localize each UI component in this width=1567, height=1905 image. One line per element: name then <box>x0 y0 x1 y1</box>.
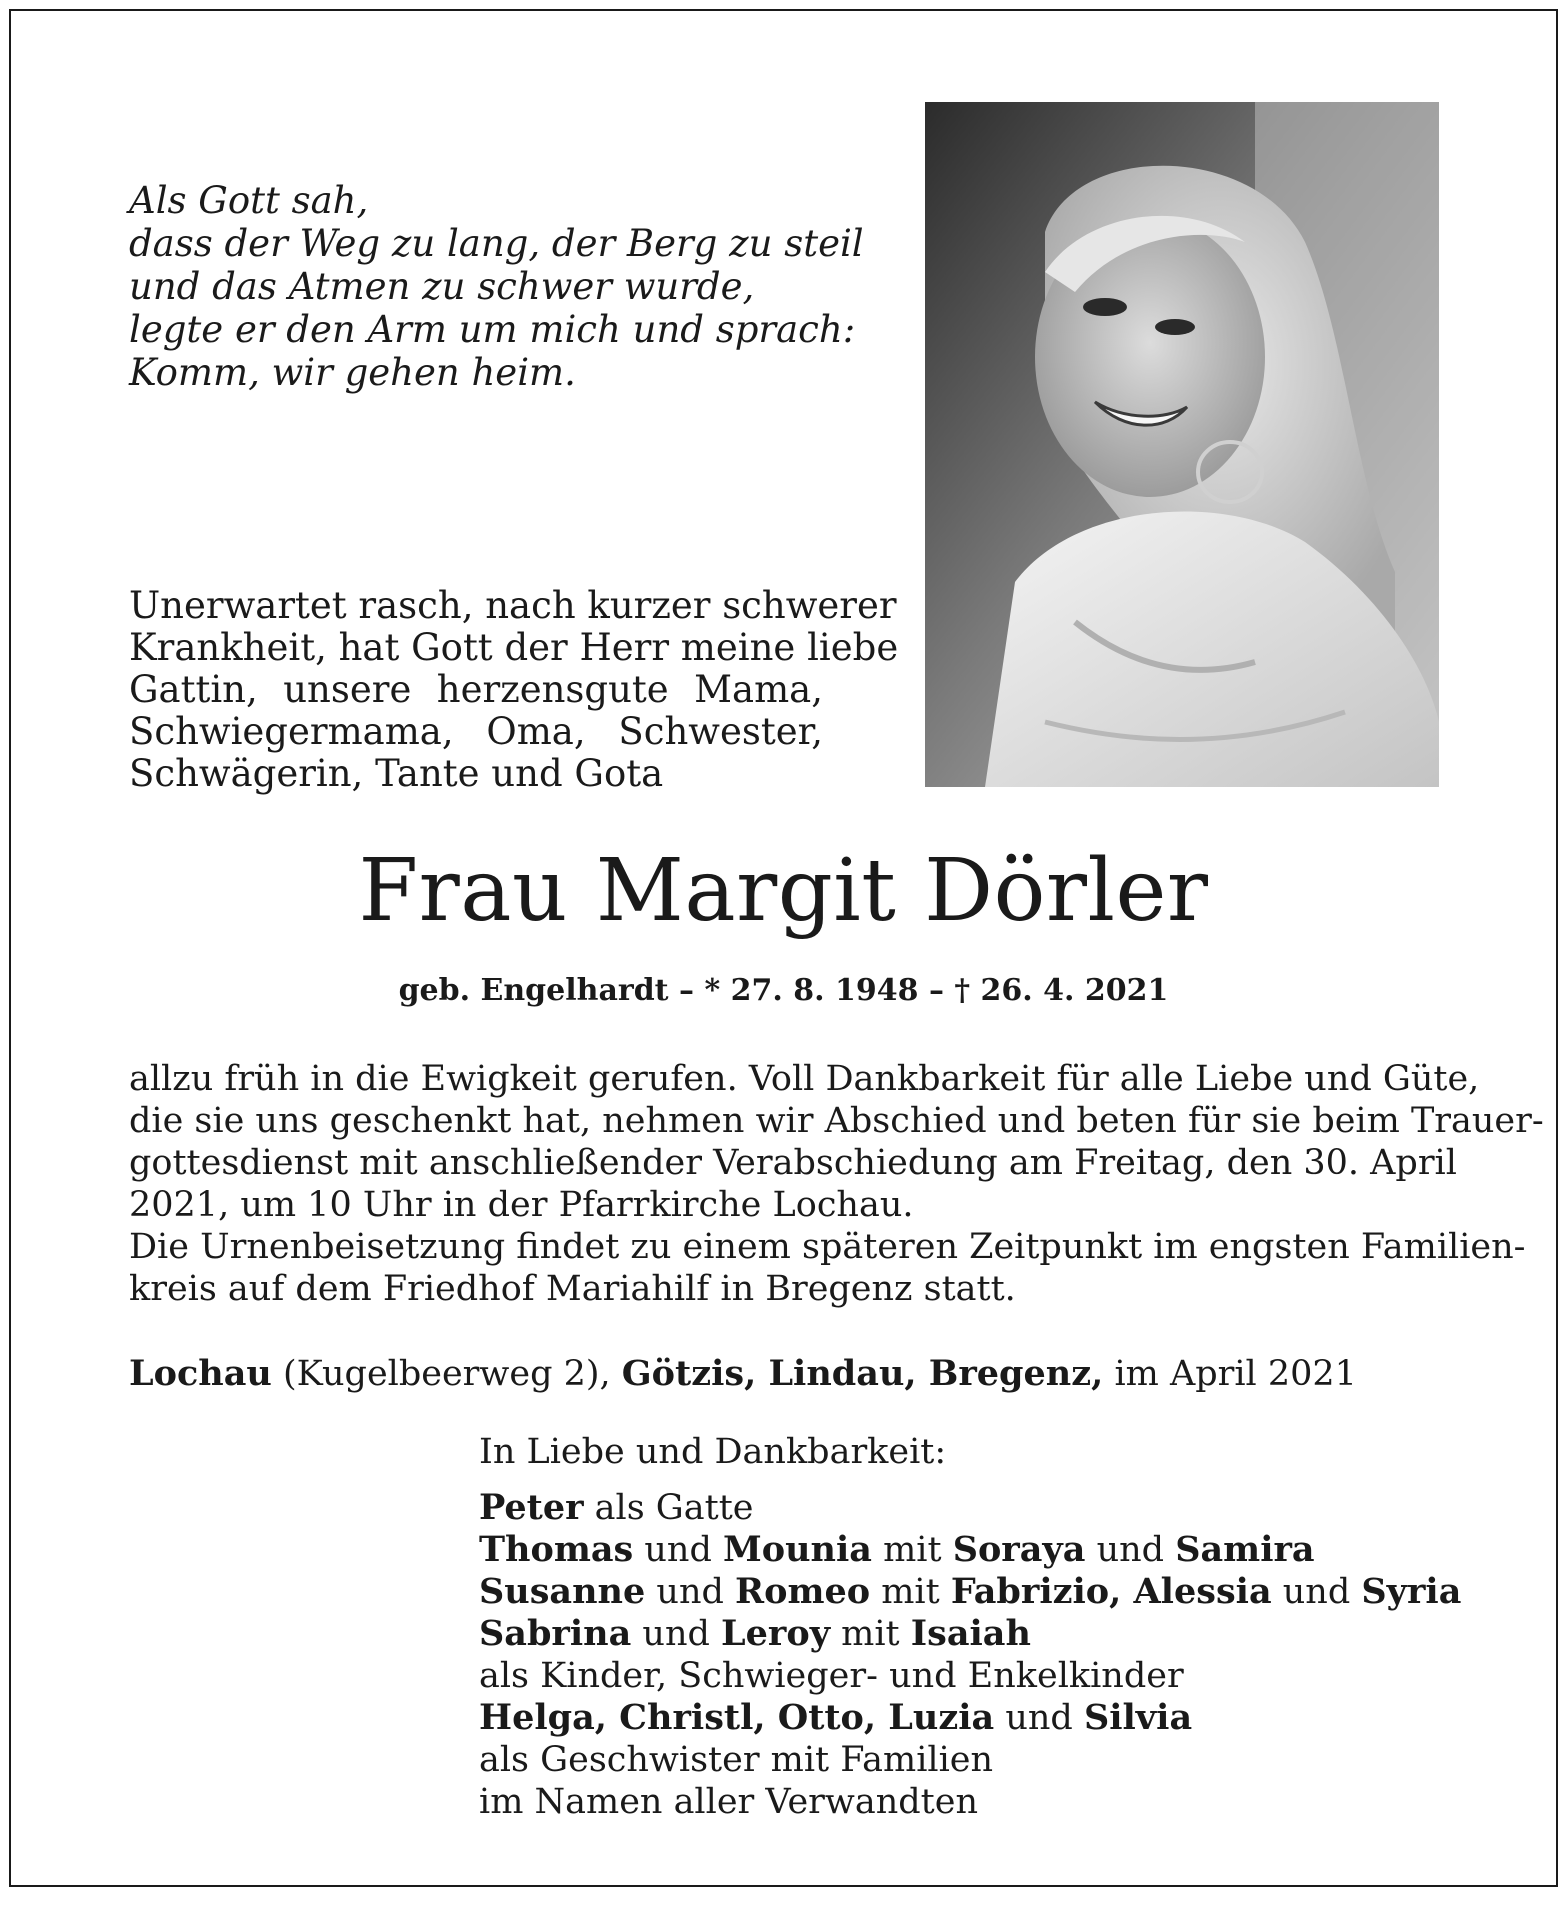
poem-line: Komm, wir gehen heim. <box>129 351 576 394</box>
intro-text <box>129 584 899 795</box>
intro-line: Gattin, unsere herzensgute Mama, <box>129 668 823 711</box>
intro-line: Schwiegermama, Oma, Schwester, <box>129 710 823 753</box>
mourner-name: Leroy <box>721 1613 831 1654</box>
birth-name: geb. Engelhardt <box>398 973 669 1008</box>
mourner-name: Silvia <box>1083 1697 1193 1738</box>
mourner-name: Romeo <box>735 1571 871 1612</box>
body-line: kreis auf dem Friedhof Mariahilf in Bregenz statt. <box>129 1269 1016 1309</box>
poem <box>129 179 864 394</box>
mourner-line <box>479 1613 1461 1655</box>
mourner-line <box>479 1571 1461 1613</box>
birth-death-dates <box>11 971 1556 1011</box>
connector: und <box>633 1530 724 1570</box>
mourner-name: Soraya <box>952 1529 1086 1570</box>
mourner-name: Thomas <box>479 1529 634 1570</box>
mourner-line <box>479 1697 1461 1739</box>
announcement-text <box>129 1058 1544 1310</box>
mourner-name: Sabrina <box>479 1613 632 1654</box>
body-line: die sie uns geschenkt hat, nehmen wir Abschied und beten für sie beim Trauer- <box>129 1101 1544 1141</box>
connector: und <box>645 1572 736 1612</box>
poem-line: legte er den Arm um mich und sprach: <box>129 308 856 351</box>
mourner-name: Susanne <box>479 1571 646 1612</box>
connector: mit <box>870 1572 951 1612</box>
poem-line: Als Gott sah, <box>129 179 369 222</box>
connector: und <box>1271 1572 1362 1612</box>
intro-line: Krankheit, hat Gott der Herr meine liebe <box>129 626 899 669</box>
mourner-name: Helga, Christl, Otto, Luzia <box>479 1697 995 1738</box>
obituary-notice <box>9 9 1558 1887</box>
portrait-photo <box>925 102 1439 787</box>
poem-line: und das Atmen zu schwer wurde, <box>129 265 755 308</box>
death-date: – † 26. 4. 2021 <box>928 973 1169 1008</box>
mourner-role: als Geschwister mit Familien <box>479 1740 994 1780</box>
mourner-name: Syria <box>1361 1571 1462 1612</box>
mourner-role: im Namen aller Verwandten <box>479 1782 978 1822</box>
mourner-line <box>479 1487 1461 1529</box>
mourner-line <box>479 1529 1461 1571</box>
mourner-name: Peter <box>479 1487 584 1528</box>
mourner-name: Isaiah <box>910 1613 1031 1654</box>
poem-line: dass der Weg zu lang, der Berg zu steil <box>129 222 864 265</box>
connector: und <box>994 1698 1084 1738</box>
mourner-name: Fabrizio, Alessia <box>950 1571 1272 1612</box>
place-date: im April 2021 <box>1103 1354 1357 1394</box>
mourner-name: Mounia <box>723 1529 872 1570</box>
mourner-name: Samira <box>1175 1529 1315 1570</box>
connector: und <box>1085 1530 1176 1570</box>
body-line: gottesdienst mit anschließender Verabschiedung am Freitag, den 30. April <box>129 1143 1457 1183</box>
place-address: (Kugelbeerweg 2), <box>271 1354 622 1394</box>
body-line: Die Urnenbeisetzung findet zu einem späteren Zeitpunkt im engsten Familien- <box>129 1227 1526 1267</box>
mourners-list <box>479 1431 1461 1823</box>
connector: mit <box>830 1614 911 1654</box>
intro-line: Schwägerin, Tante und Gota <box>129 752 664 795</box>
deceased-name: Frau Margit Dörler <box>358 841 1209 941</box>
body-line: allzu früh in die Ewigkeit gerufen. Voll Dankbarkeit für alle Liebe und Güte, <box>129 1059 1480 1099</box>
place-town: Lochau <box>129 1353 272 1394</box>
body-line: 2021, um 10 Uhr in der Pfarrkirche Lochau. <box>129 1185 914 1225</box>
mourner-role: als Gatte <box>583 1488 754 1528</box>
place-and-date <box>129 1353 1357 1395</box>
mourners-heading: In Liebe und Dankbarkeit: <box>479 1432 947 1472</box>
birth-date: – * 27. 8. 1948 <box>679 973 919 1008</box>
connector: und <box>631 1614 722 1654</box>
connector: mit <box>871 1530 953 1570</box>
intro-line: Unerwartet rasch, nach kurzer schwerer <box>129 584 897 627</box>
place-others: Götzis, Lindau, Bregenz, <box>621 1353 1104 1394</box>
mourner-role: als Kinder, Schwieger- und Enkelkinder <box>479 1656 1184 1696</box>
